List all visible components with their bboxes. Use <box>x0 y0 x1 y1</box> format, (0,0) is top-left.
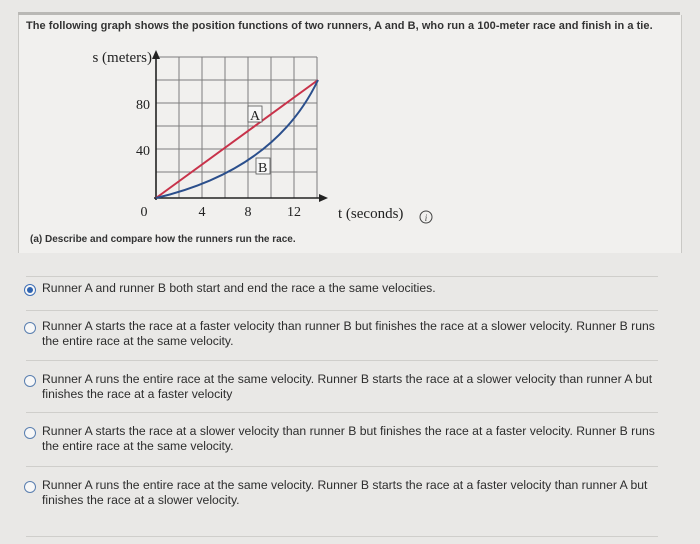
y-tick-40: 40 <box>136 144 150 159</box>
option-text: Runner A runs the entire race at the same velocity. Runner B starts the race at a faster velocity than runner A but finishes the race at a slower velocity. <box>42 478 648 507</box>
divider <box>26 466 658 467</box>
divider <box>26 536 658 537</box>
svg-text:i: i <box>424 213 428 223</box>
divider <box>26 360 658 361</box>
x-axis-arrow <box>319 194 328 202</box>
origin-label: 0 <box>140 205 148 220</box>
divider <box>26 276 658 277</box>
curve-label-b: B <box>258 161 268 176</box>
x-tick-12: 12 <box>287 205 301 220</box>
option-text: Runner A and runner B both start and end the race a the same velocities. <box>42 281 436 295</box>
radio-button[interactable] <box>24 481 36 493</box>
x-tick-8: 8 <box>244 205 252 220</box>
part-a-prompt: (a) Describe and compare how the runners run the race. <box>30 234 296 245</box>
radio-button-selected[interactable] <box>24 284 36 296</box>
question-prompt: The following graph shows the position functions of two runners, A and B, who run a 100-meter race and finish in a tie. <box>26 20 653 32</box>
divider <box>26 412 658 413</box>
radio-button[interactable] <box>24 322 36 334</box>
option-text: Runner A runs the entire race at the same velocity. Runner B starts the race at a slower velocity than runner A but finishes the race at a faster velocity <box>42 372 653 401</box>
position-graph <box>60 40 460 230</box>
y-axis-label: s (meters) <box>92 50 152 66</box>
graph-grid <box>156 57 317 198</box>
option-text: Runner A starts the race at a slower velocity than runner B but finishes the race at a faster velocity. Runner B runs the entire race at the same velocity. <box>42 424 655 453</box>
option-text: Runner A starts the race at a faster velocity than runner B but finishes the race at a slower velocity. Runner B runs the entire race at the same velocity. <box>42 319 655 348</box>
curve-label-a: A <box>250 109 261 124</box>
x-tick-4: 4 <box>198 205 206 220</box>
x-axis-label: t (seconds) <box>338 206 404 222</box>
radio-button[interactable] <box>24 375 36 387</box>
radio-button[interactable] <box>24 427 36 439</box>
info-circle-icon[interactable] <box>420 211 432 223</box>
y-axis-arrow <box>152 50 160 59</box>
y-tick-80: 80 <box>136 98 150 113</box>
divider <box>26 310 658 311</box>
